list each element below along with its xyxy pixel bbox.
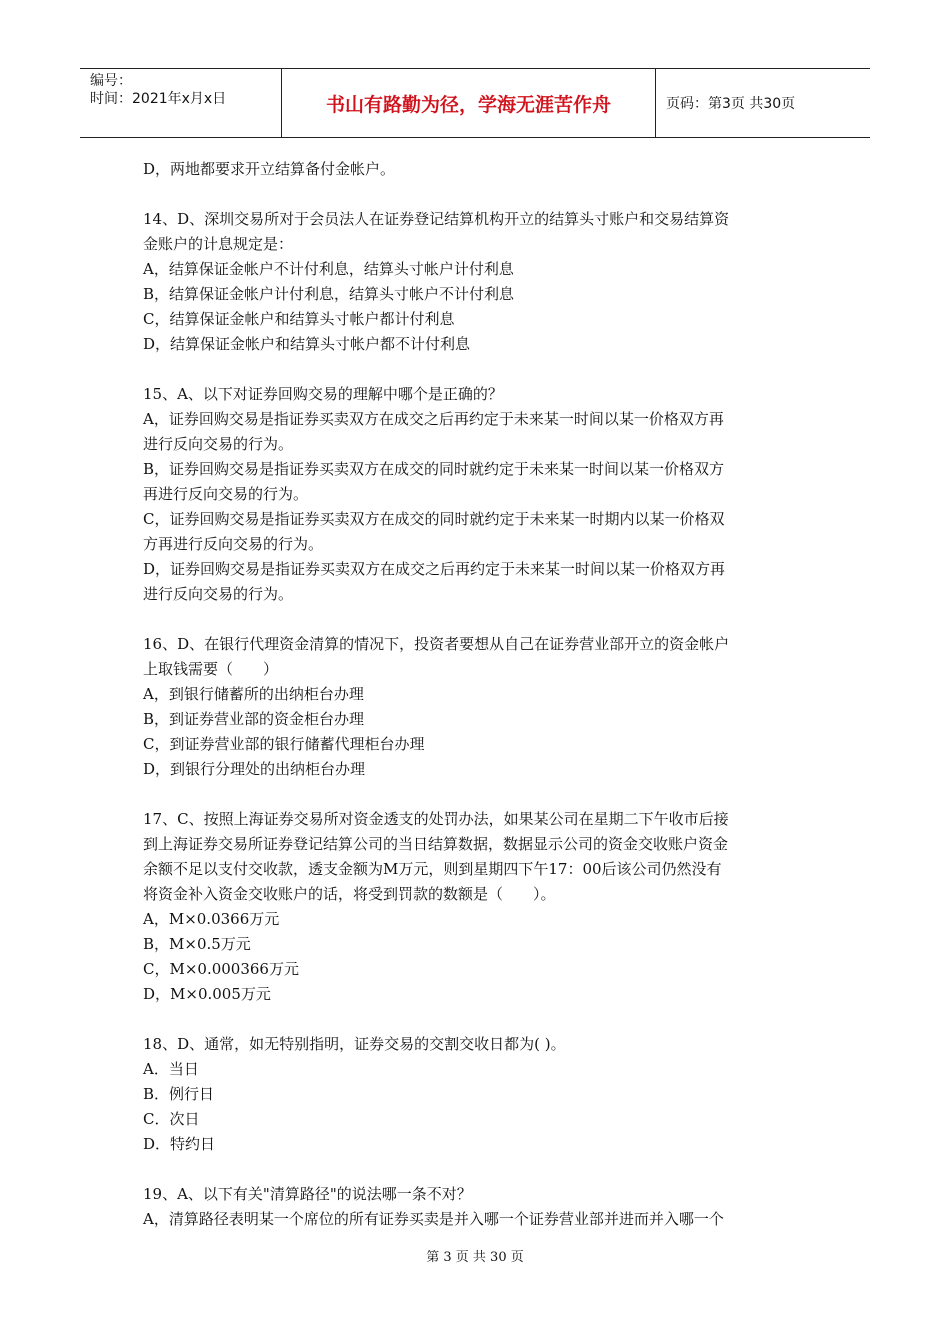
text-line: A，清算路径表明某一个席位的所有证券买卖是并入哪一个证券营业部并进而并入哪一个 (143, 1210, 724, 1228)
header-motto: 书山有路勤为径，学海无涯苦作舟 (282, 69, 656, 137)
text-line: A，M×0.0366万元 (143, 910, 280, 928)
page-header (80, 68, 870, 138)
header-page-info: 页码：第3页 共30页 (666, 96, 796, 112)
paragraph-gap (143, 182, 813, 207)
text-line: A，到银行储蓄所的出纳柜台办理 (143, 685, 364, 703)
text-line: 18、D、通常，如无特别指明，证券交易的交割交收日都为( )。 (143, 1035, 566, 1053)
text-line: C，结算保证金帐户和结算头寸帐户都计付利息 (143, 310, 455, 328)
text-line: A．当日 (143, 1060, 199, 1078)
text-line: 到上海证券交易所证券登记结算公司的当日结算数据，数据显示公司的资金交收账户资金 (143, 835, 729, 853)
paragraph-gap (143, 357, 813, 382)
text-line: 19、A、以下有关"清算路径"的说法哪一条不对？ (143, 1185, 472, 1203)
text-line: 14、D、深圳交易所对于会员法人在证券登记结算机构开立的结算头寸账户和交易结算资 (143, 210, 730, 228)
text-line: 方再进行反向交易的行为。 (143, 535, 324, 553)
code-label: 编号： (90, 73, 132, 89)
text-line: D，证券回购交易是指证券买卖双方在成交之后再约定于未来某一时间以某一价格双方再 (143, 560, 726, 578)
text-line: 进行反向交易的行为。 (143, 435, 294, 453)
text-line: 将资金补入资金交收账户的话，将受到罚款的数额是（ ）。 (143, 885, 556, 903)
text-line: D，到银行分理处的出纳柜台办理 (143, 760, 366, 778)
text-line: D，M×0.005万元 (143, 985, 271, 1003)
text-line: D．特约日 (143, 1135, 216, 1153)
text-line: B．例行日 (143, 1085, 215, 1103)
text-line: C，到证券营业部的银行储蓄代理柜台办理 (143, 735, 425, 753)
text-line: B，M×0.5万元 (143, 935, 251, 953)
text-line: B，证券回购交易是指证券买卖双方在成交的同时就约定于未来某一时间以某一价格双方 (143, 460, 725, 478)
text-line: A，证券回购交易是指证券买卖双方在成交之后再约定于未来某一时间以某一价格双方再 (143, 410, 724, 428)
text-line: C，证券回购交易是指证券买卖双方在成交的同时就约定于未来某一时期内以某一价格双 (143, 510, 725, 528)
paragraph-gap (143, 1157, 813, 1182)
page-footer: 第 3 页 共 30 页 (426, 1250, 524, 1265)
paragraph-gap (143, 607, 813, 632)
text-line: 金账户的计息规定是： (143, 235, 294, 253)
text-line: C，M×0.000366万元 (143, 960, 299, 978)
text-line: 上取钱需要（ ） (143, 660, 279, 678)
header-meta (80, 69, 282, 137)
text-line: A，结算保证金帐户不计付利息，结算头寸帐户计付利息 (143, 260, 514, 278)
document-body (143, 157, 813, 1232)
text-line: D，结算保证金帐户和结算头寸帐户都不计付利息 (143, 335, 471, 353)
text-line: B，到证券营业部的资金柜台办理 (143, 710, 365, 728)
text-line: D，两地都要求开立结算备付金帐户。 (143, 160, 396, 178)
text-line: C．次日 (143, 1110, 200, 1128)
text-line: 进行反向交易的行为。 (143, 585, 294, 603)
text-line: 17、C、按照上海证券交易所对资金透支的处罚办法，如果某公司在星期二下午收市后接 (143, 810, 729, 828)
paragraph-gap (143, 1007, 813, 1032)
text-line: 再进行反向交易的行为。 (143, 485, 309, 503)
text-line: B，结算保证金帐户计付利息，结算头寸帐户不计付利息 (143, 285, 515, 303)
text-line: 16、D、在银行代理资金清算的情况下，投资者要想从自己在证券营业部开立的资金帐户 (143, 635, 730, 653)
paragraph-gap (143, 782, 813, 807)
text-line: 余额不足以支付交收款，透支金额为M万元，则到星期四下午17：00后该公司仍然没有 (143, 860, 722, 878)
time-label: 时间：2021年x月x日 (90, 91, 227, 107)
text-line: 15、A、以下对证券回购交易的理解中哪个是正确的？ (143, 385, 503, 403)
